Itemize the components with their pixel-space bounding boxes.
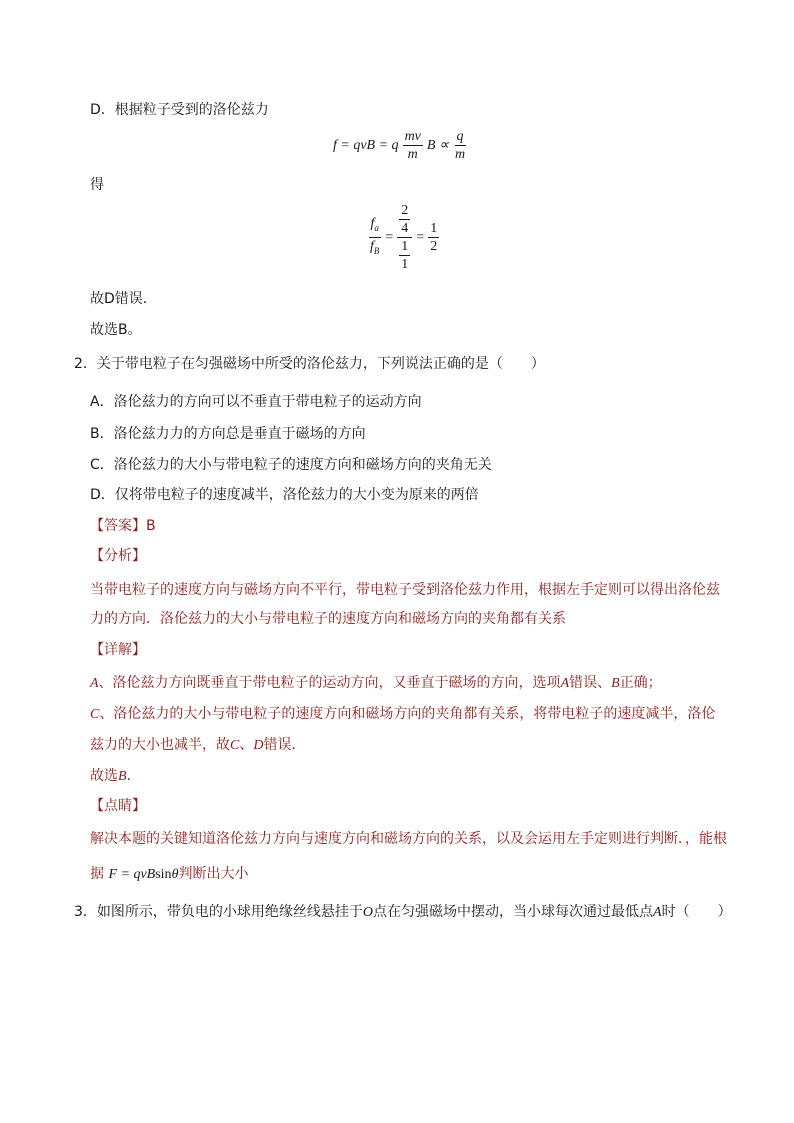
- detail-l2-a: C: [90, 707, 100, 722]
- point-tag: 【点睛】: [90, 798, 146, 814]
- eq2-r-num: 1: [430, 221, 438, 236]
- detail-line-3: [90, 735, 305, 756]
- detail-l3-c: 、: [239, 737, 254, 753]
- eq2-bot-den: 1: [401, 257, 409, 272]
- detail-line-2: [90, 704, 715, 725]
- eq2-equals-1: =: [385, 229, 394, 245]
- formula-sin: sin: [155, 867, 172, 882]
- point-line-2: [90, 864, 248, 885]
- eq1-den1: m: [407, 147, 418, 162]
- eq1-fraction-q-m: [453, 128, 467, 163]
- analysis-line-2: 力的方向．洛伦兹力的大小与带电粒子的速度方向和磁场方向的夹角都有关系: [90, 611, 566, 627]
- detail-l4-b: B: [118, 769, 127, 784]
- eq1-num1: mv: [404, 129, 421, 144]
- q3-stem-d: A: [653, 905, 662, 920]
- eq1-fraction-mv-m: [403, 128, 423, 163]
- detail-l4-a: 故选: [90, 768, 118, 784]
- point-line-1: 解决本题的关键知道洛伦兹力方向与速度方向和磁场方向的关系，以及会运用左手定则进行判断．，能根: [90, 831, 727, 847]
- eq2-r-den: 2: [430, 239, 438, 254]
- answer-value: B: [146, 518, 156, 534]
- detail-line-4: [90, 766, 141, 787]
- q3-stem-c: 点在匀强磁场中摆动，当小球每次通过最低点: [373, 904, 654, 920]
- eq2-force-fraction: [368, 215, 381, 260]
- eq2-bot-num: 1: [401, 239, 409, 254]
- detail-l1-b: 、洛伦兹力方向既垂直于带电粒子的运动方向，又垂直于磁场的方向，选项: [98, 675, 561, 691]
- point-l2-formula: [108, 867, 178, 882]
- part-d-conclusion: 故D错误．: [90, 291, 157, 307]
- q3-stem-e: 时（ ）: [661, 904, 732, 920]
- detail-l3-a: 兹力的大小也减半，故: [90, 737, 230, 753]
- part-d-intro: D．根据粒子受到的洛伦兹力: [90, 102, 269, 118]
- eq2-fb: f: [370, 239, 374, 254]
- eq2-sub-a: a: [374, 223, 379, 233]
- eq1-lhs: f = qvB = q: [333, 137, 399, 153]
- detail-l1-f: 正确；: [619, 675, 662, 691]
- answer-tag: 【答案】: [90, 518, 146, 534]
- detail-l1-a: A: [90, 676, 99, 691]
- equation-lorentz-force: [333, 128, 467, 163]
- q2-option-d: D．仅将带电粒子的速度减半，洛伦兹力的大小变为原来的两倍: [90, 487, 479, 503]
- q2-option-b: B．洛伦兹力力的方向总是垂直于磁场的方向: [90, 426, 366, 442]
- eq1-num2: q: [456, 129, 464, 144]
- eq2-sub-b: B: [373, 245, 380, 256]
- detail-l1-d: 错误、: [569, 675, 612, 691]
- analysis-line-1: 当带电粒子的速度方向与磁场方向不平行，带电粒子受到洛伦兹力作用，根据左手定则可以得出洛伦兹: [90, 582, 720, 598]
- part-d-final: 故选B。: [90, 322, 142, 338]
- formula-theta: θ: [171, 867, 179, 882]
- eq2-equals-2: =: [416, 229, 425, 245]
- point-l2-a: 据: [90, 866, 104, 882]
- detail-l1-e: B: [611, 676, 620, 691]
- eq2-fa: f: [370, 216, 375, 232]
- eq2-top-num: 2: [401, 203, 409, 218]
- detail-l3-b: C: [230, 738, 240, 753]
- eq2-compound-fraction: [397, 202, 412, 273]
- formula-fqvb: F = qvB: [108, 867, 156, 882]
- detail-line-1: [90, 673, 662, 694]
- q2-option-a: A．洛伦兹力的方向可以不垂直于带电粒子的运动方向: [90, 394, 422, 410]
- detail-l3-d: D: [253, 738, 264, 753]
- q2-answer: [90, 516, 156, 536]
- q2-stem: 2．关于带电粒子在匀强磁场中所受的洛伦兹力，下列说法正确的是（ ）: [74, 356, 545, 372]
- eq2-top-den: 4: [401, 221, 409, 236]
- q2-option-c: C．洛伦兹力的大小与带电粒子的速度方向和磁场方向的夹角无关: [90, 457, 492, 473]
- word-de: 得: [90, 177, 104, 193]
- point-l2-e: 判断出大小: [178, 866, 249, 882]
- equation-force-ratio: [368, 202, 439, 273]
- detail-l3-e: 错误．: [263, 737, 306, 753]
- q3-stem-b: O: [362, 905, 374, 920]
- detail-l2-b: 、洛伦兹力的大小与带电粒子的速度方向和磁场方向的夹角都有关系，将带电粒子的速度减半，洛伦: [99, 706, 716, 722]
- eq1-mid: B ∝: [426, 138, 449, 153]
- eq1-den2: m: [454, 147, 466, 162]
- eq2-result-fraction: [428, 220, 439, 255]
- q3-stem-a: 3．如图所示，带负电的小球用绝缘丝线悬挂于: [74, 904, 363, 920]
- detail-l4-c: ．: [126, 768, 141, 784]
- detail-tag: 【详解】: [90, 642, 146, 658]
- analysis-tag: 【分析】: [90, 548, 146, 564]
- detail-l1-c: A: [560, 676, 570, 691]
- q3-stem: [74, 902, 732, 923]
